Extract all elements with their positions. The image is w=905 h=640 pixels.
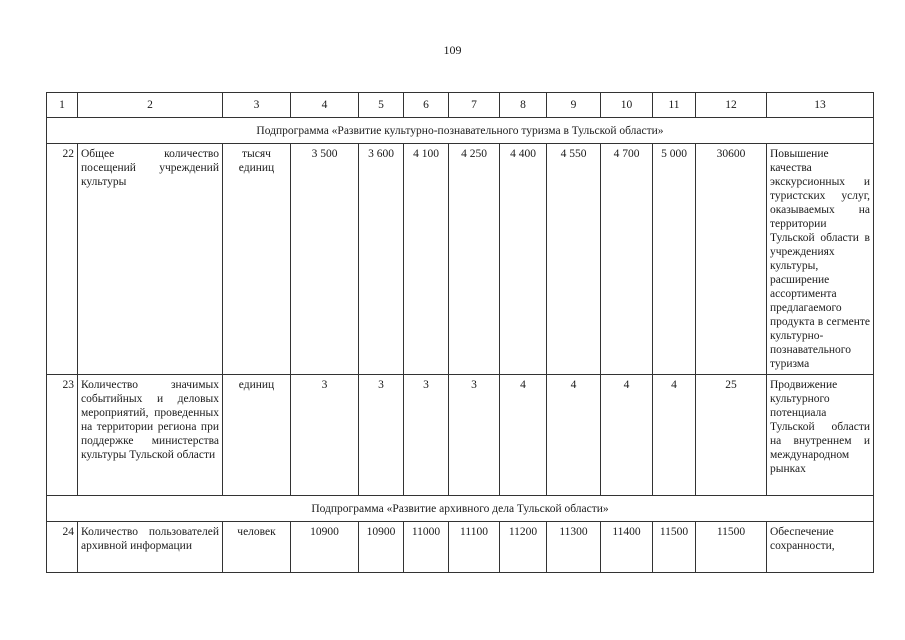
total-value: 11500	[696, 522, 767, 573]
year-value: 4	[500, 375, 547, 496]
unit: тысяч единиц	[223, 144, 291, 375]
year-value: 10900	[291, 522, 359, 573]
unit: единиц	[223, 375, 291, 496]
year-value: 10900	[359, 522, 404, 573]
subprogram-row	[47, 118, 874, 144]
header-cell: 2	[78, 93, 223, 118]
year-value: 11400	[601, 522, 653, 573]
row-number: 23	[47, 375, 78, 496]
year-value: 3	[359, 375, 404, 496]
page-number: 109	[443, 43, 462, 57]
year-value: 3 600	[359, 144, 404, 375]
year-value: 4 250	[449, 144, 500, 375]
table-row	[47, 144, 874, 375]
header-cell: 10	[601, 93, 653, 118]
year-value: 4 100	[404, 144, 449, 375]
header-cell: 3	[223, 93, 291, 118]
year-value: 4	[653, 375, 696, 496]
table-row	[47, 522, 874, 573]
subprogram-title: Подпрограмма «Развитие архивного дела Тульской области»	[47, 496, 874, 522]
header-cell: 13	[767, 93, 874, 118]
expected-result: Продвижение культурного потенциала Тульской области на внутреннем и международном рынках	[767, 375, 874, 496]
header-cell: 8	[500, 93, 547, 118]
year-value: 11300	[547, 522, 601, 573]
header-cell: 11	[653, 93, 696, 118]
row-number: 22	[47, 144, 78, 375]
year-value: 5 000	[653, 144, 696, 375]
indicator-name: Количество пользователей архивной информации	[78, 522, 223, 573]
header-cell: 12	[696, 93, 767, 118]
expected-result: Обеспечение сохранности,	[767, 522, 874, 573]
year-value: 11000	[404, 522, 449, 573]
year-value: 3 500	[291, 144, 359, 375]
year-value: 11100	[449, 522, 500, 573]
row-number: 24	[47, 522, 78, 573]
table-row	[47, 375, 874, 496]
indicators-table	[46, 92, 874, 573]
header-cell: 7	[449, 93, 500, 118]
header-cell: 5	[359, 93, 404, 118]
year-value: 3	[291, 375, 359, 496]
year-value: 4 700	[601, 144, 653, 375]
year-value: 4	[547, 375, 601, 496]
year-value: 4 550	[547, 144, 601, 375]
header-cell: 4	[291, 93, 359, 118]
year-value: 11200	[500, 522, 547, 573]
header-cell: 9	[547, 93, 601, 118]
total-value: 30600	[696, 144, 767, 375]
total-value: 25	[696, 375, 767, 496]
subprogram-title: Подпрограмма «Развитие культурно-познавательного туризма в Тульской области»	[47, 118, 874, 144]
year-value: 3	[404, 375, 449, 496]
expected-result: Повышение качества экскурсионных и туристских услуг, оказываемых на территории Тульской области в учреждениях культуры, расширение ассортимента предлагаемого продукта в сегменте культурно-познавательного туризма	[767, 144, 874, 375]
unit: человек	[223, 522, 291, 573]
header-row	[47, 93, 874, 118]
year-value: 3	[449, 375, 500, 496]
header-cell: 1	[47, 93, 78, 118]
year-value: 4	[601, 375, 653, 496]
year-value: 4 400	[500, 144, 547, 375]
year-value: 11500	[653, 522, 696, 573]
indicator-name: Количество значимых событийных и деловых мероприятий, проведенных на территории региона при поддержке министерства культуры Тульской области	[78, 375, 223, 496]
subprogram-row	[47, 496, 874, 522]
header-cell: 6	[404, 93, 449, 118]
indicator-name: Общее количество посещений учреждений культуры	[78, 144, 223, 375]
